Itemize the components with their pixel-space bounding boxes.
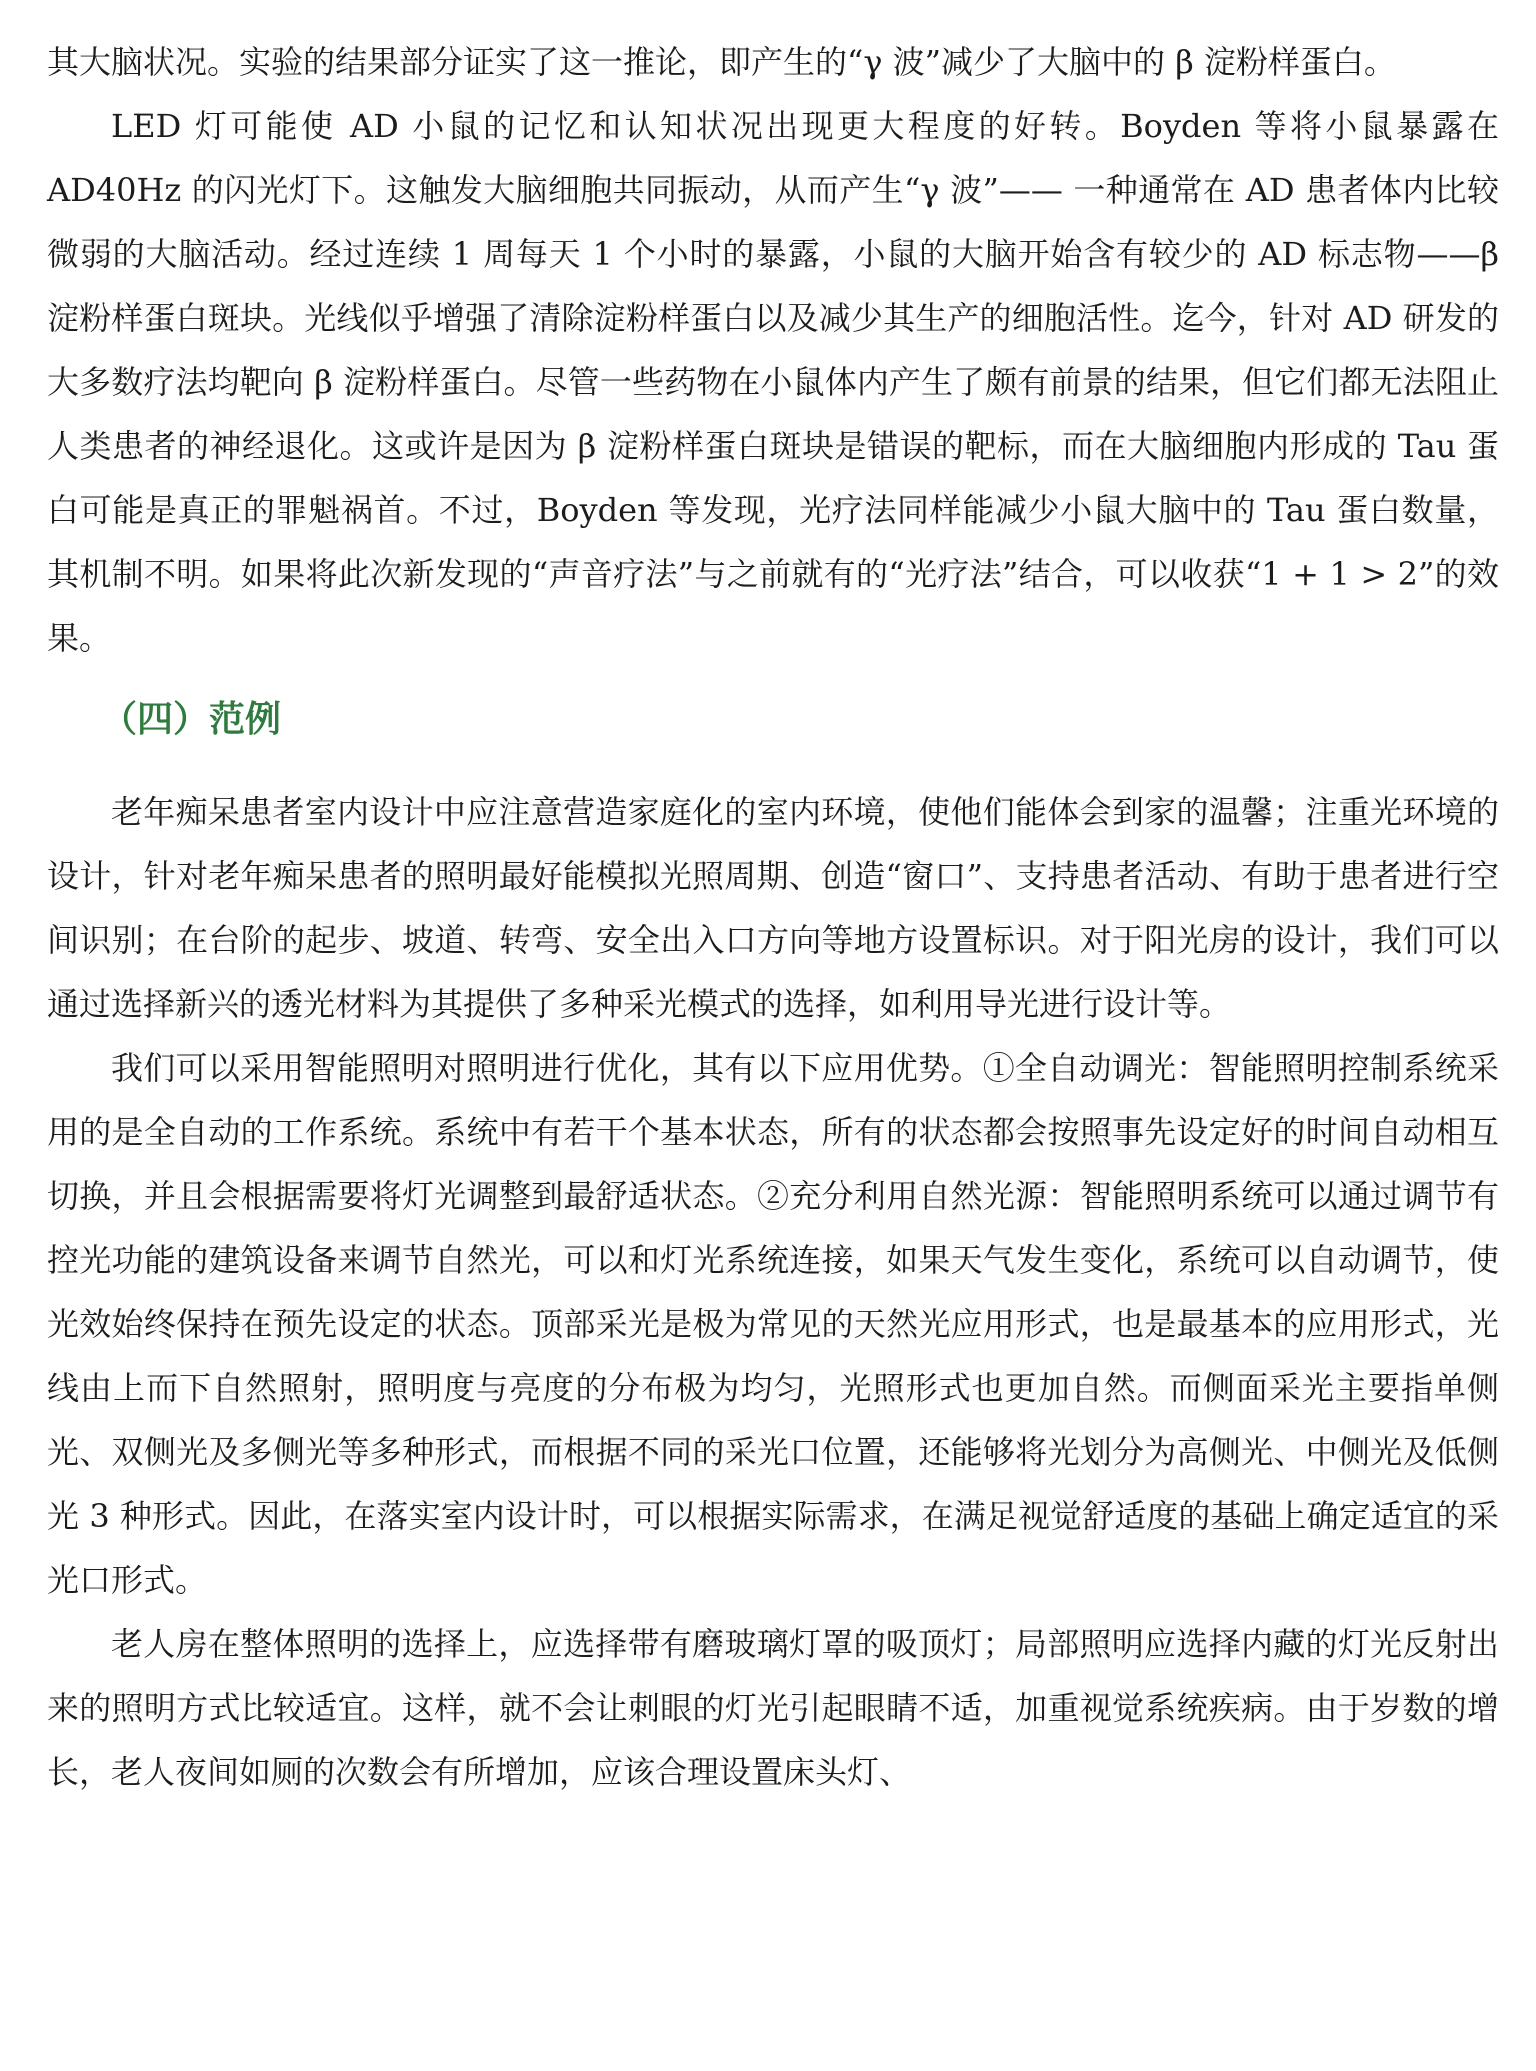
section-heading: （四）范例 [101,699,282,740]
paragraph-continuation: 其大脑状况。实验的结果部分证实了这一推论，即产生的“γ 波”减少了大脑中的 β 淀粉样蛋白。 [47,43,1396,81]
paragraph-smart-lighting: 我们可以采用智能照明对照明进行优化，其有以下应用优势。①全自动调光：智能照明控制系统采用的是全自动的工作系统。系统中有若干个基本状态，所有的状态都会按照事先设定好的时间自动相互切换，并且会根据需要将灯光调整到最舒适状态。②充分利用自然光源：智能照明系统可以通过调节有控光功能的建筑设备来调节自然光，可以和灯光系统连接，如果天气发生变化，系统可以自动调节，使光效始终保持在预先设定的状态。顶部采光是极为常见的天然光应用形式，也是最基本的应用形式，光线由上而下自然照射，照明度与亮度的分布极为均匀，光照形式也更加自然。而侧面采光主要指单侧光、双侧光及多侧光等多种形式，而根据不同的采光口位置，还能够将光划分为高侧光、中侧光及低侧光 3 种形式。因此，在落实室内设计时，可以根据实际需求，在满足视觉舒适度的基础上确定适宜的采光口形式。 [47,1049,1499,1599]
paragraph-led-light: LED 灯可能使 AD 小鼠的记忆和认知状况出现更大程度的好转。Boyden 等将小鼠暴露在 AD40Hz 的闪光灯下。这触发大脑细胞共同振动，从而产生“γ 波”—— 一种通常在 AD 患者体内比较微弱的大脑活动。经过连续 1 周每天 1 个小时的暴露，小鼠的大脑开始含有较少的 AD 标志物——β 淀粉样蛋白斑块。光线似乎增强了清除淀粉样蛋白以及减少其生产的细胞活性。迄今，针对 AD 研发的大多数疗法均靶向 β 淀粉样蛋白。尽管一些药物在小鼠体内产生了颇有前景的结果，但它们都无法阻止人类患者的神经退化。这或许是因为 β 淀粉样蛋白斑块是错误的靶标，而在大脑细胞内形成的 Tau 蛋白可能是真正的罪魁祸首。不过，Boyden 等发现，光疗法同样能减少小鼠大脑中的 Tau 蛋白数量，其机制不明。如果将此次新发现的“声音疗法”与之前就有的“光疗法”结合，可以收获“1 + 1 > 2”的效果。 [47,107,1499,657]
paragraph-bedroom-lighting: 老人房在整体照明的选择上，应选择带有磨玻璃灯罩的吸顶灯；局部照明应选择内藏的灯光反射出来的照明方式比较适宜。这样，就不会让刺眼的灯光引起眼睛不适，加重视觉系统疾病。由于岁数的增长，老人夜间如厕的次数会有所增加，应该合理设置床头灯、 [47,1625,1499,1791]
paragraph-interior-design: 老年痴呆患者室内设计中应注意营造家庭化的室内环境，使他们能体会到家的温馨；注重光环境的设计，针对老年痴呆患者的照明最好能模拟光照周期、创造“窗口”、支持患者活动、有助于患者进行空间识别；在台阶的起步、坡道、转弯、安全出入口方向等地方设置标识。对于阳光房的设计，我们可以通过选择新兴的透光材料为其提供了多种采光模式的选择，如利用导光进行设计等。 [47,793,1499,1023]
document-page [47,30,1499,1804]
